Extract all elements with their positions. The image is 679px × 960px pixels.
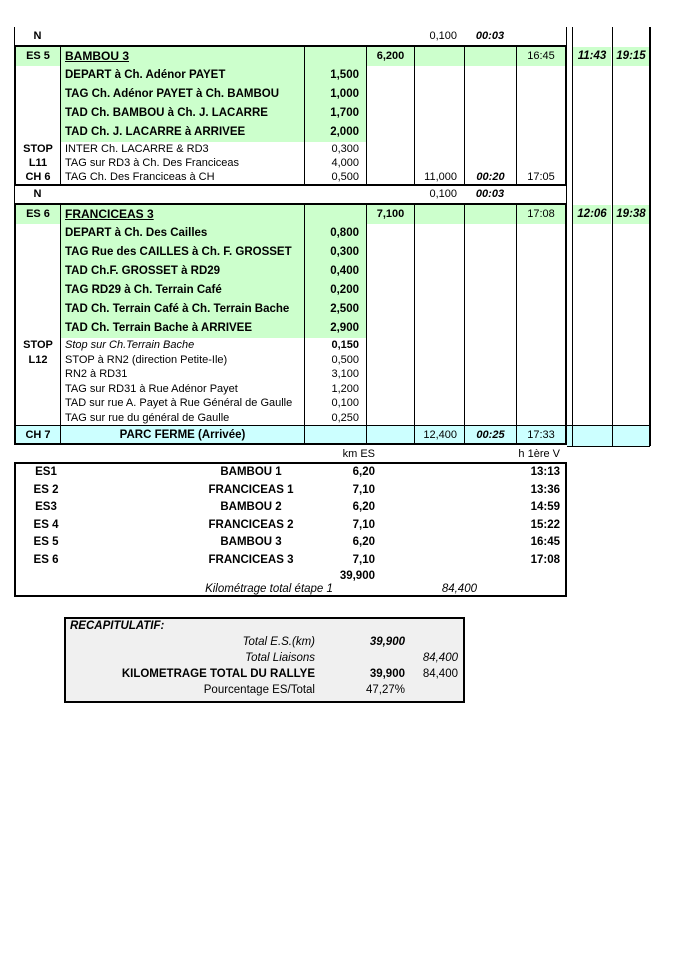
liaison-distance: 0,100 [429, 188, 457, 200]
stage-distance: 7,100 [367, 205, 415, 224]
liaison-row: TAG sur rue du général de Gaulle 0,250 [16, 411, 565, 426]
liaison-target-time: 00:03 [475, 188, 505, 200]
liaison-stop-row: STOP INTER Ch. LACARRE & RD3 0,300 [16, 142, 565, 156]
liaison-label: N [33, 30, 42, 42]
stage-detail-row: DEPART à Ch. Adénor PAYET 1,500 [16, 66, 565, 85]
sector-target-time: 00:20 [465, 170, 517, 184]
recap-row: KILOMETRAGE TOTAL DU RALLYE 39,900 84,400 [121, 668, 458, 680]
stage-id: ES 5 [16, 47, 61, 66]
stage-header-row [16, 47, 565, 66]
summary-row: FRANCICEAS 1 ES 2 7,10 13:36 [33, 483, 560, 496]
es6-resched-time-2: 19:38 [613, 205, 649, 224]
es6-resched-time-1: 12:06 [573, 205, 611, 224]
summary-total-es-row [16, 569, 565, 583]
summary-table [14, 462, 567, 597]
sector-total-km: 12,400 [415, 426, 465, 443]
liaison-l12-row: L12 STOP à RN2 (direction Petite-Ile) 0,500 [16, 353, 565, 368]
liaison-label: N [33, 188, 42, 200]
sector-total-km: 11,000 [415, 170, 465, 184]
sector-first-car-time: 17:05 [527, 171, 555, 183]
liaison-row-n-mid [14, 186, 567, 203]
stage-distance: 6,200 [367, 47, 415, 66]
total-es-km: 39,900 [339, 570, 375, 582]
stage-detail-row: TAD Ch. J. LACARRE à ARRIVEE 2,000 [16, 123, 565, 142]
recap-row: Total Liaisons 84,400 [245, 652, 458, 664]
stage-detail-row: TAD Ch. BAMBOU à Ch. J. LACARRE 1,700 [16, 104, 565, 123]
stage-header-row [16, 205, 565, 224]
stage-title: FRANCICEAS 3 [61, 205, 305, 224]
stage-first-car-time: 16:45 [517, 47, 565, 66]
recap-row: Total E.S.(km) 39,900 [242, 636, 405, 648]
es5-resched-time-1: 11:43 [573, 47, 611, 66]
stop-note-row: STOP Stop sur Ch.Terrain Bache 0,150 [16, 338, 565, 353]
liaison-target-time: 00:03 [475, 30, 505, 42]
stage-detail-row: DEPART à Ch. Des Cailles 0,800 [16, 224, 565, 243]
control-ch7-row: CH 7 PARC FERME (Arrivée) 12,400 00:25 17:33 [16, 425, 565, 443]
stage-detail-row: TAG Rue des CAILLES à Ch. F. GROSSET 0,300 [16, 243, 565, 262]
stage-detail-row: TAD Ch. Terrain Bache à ARRIVEE 2,900 [16, 319, 565, 338]
total-liaison-km: 84,400 [441, 583, 477, 595]
es5-resched-time-2: 19:15 [613, 47, 649, 66]
summary-hour-header: h 1ère V [518, 448, 560, 460]
summary-total-stage-row [16, 583, 565, 596]
summary-row: BAMBOU 1 ES1 6,20 13:13 [35, 466, 560, 478]
right-column-line [649, 27, 651, 446]
stage-id: ES 6 [16, 205, 61, 224]
stage-detail-row: TAG Ch. Adénor PAYET à Ch. BAMBOU 1,000 [16, 85, 565, 104]
parc-ferme-label: PARC FERME (Arrivée) [61, 426, 305, 443]
summary-row: FRANCICEAS 3 ES 6 7,10 17:08 [33, 553, 560, 566]
right-column-line [612, 27, 614, 446]
liaison-row: RN2 à RD31 3,100 [16, 367, 565, 382]
summary-km-header: km ES [342, 448, 375, 460]
liaison-row: TAG sur RD31 à Rue Adénor Payet 1,200 [16, 382, 565, 397]
control-ch6-row: CH 6 TAG Ch. Des Franciceas à CH 0,500 11,000 00:20 17:05 [16, 170, 565, 184]
recap-box [64, 617, 465, 703]
stage-detail-row: TAD Ch.F. GROSSET à RD29 0,400 [16, 262, 565, 281]
stage-detail-row: TAG RD29 à Ch. Terrain Café 0,200 [16, 281, 565, 300]
liaison-distance: 0,100 [429, 30, 457, 42]
sector-first-car-time: 17:33 [517, 426, 565, 443]
recap-title: RECAPITULATIF: [70, 620, 165, 632]
right-column-line [572, 27, 574, 446]
stage-block-es5 [14, 45, 567, 186]
stage-title: BAMBOU 3 [61, 47, 305, 66]
stage-detail-row: TAD Ch. Terrain Café à Ch. Terrain Bache 2,500 [16, 300, 565, 319]
ch7-right-strip [567, 425, 650, 447]
sector-target-time: 00:25 [465, 426, 517, 443]
summary-row: BAMBOU 3 ES 5 6,20 16:45 [33, 536, 560, 548]
liaison-row-n-top [14, 27, 567, 45]
recap-row: Pourcentage ES/Total 47,27% [203, 684, 405, 696]
stage-first-car-time: 17:08 [517, 205, 565, 224]
summary-row: FRANCICEAS 2 ES 4 7,10 15:22 [33, 518, 560, 531]
total-stage-label: Kilométrage total étape 1 [205, 583, 333, 595]
liaison-l11-row: L11 TAG sur RD3 à Ch. Des Franciceas 4,000 [16, 156, 565, 170]
summary-row: BAMBOU 2 ES3 6,20 14:59 [35, 501, 560, 513]
stage-block-es6 [14, 203, 567, 445]
liaison-row: TAD sur rue A. Payet à Rue Général de Gaulle 0,100 [16, 396, 565, 411]
